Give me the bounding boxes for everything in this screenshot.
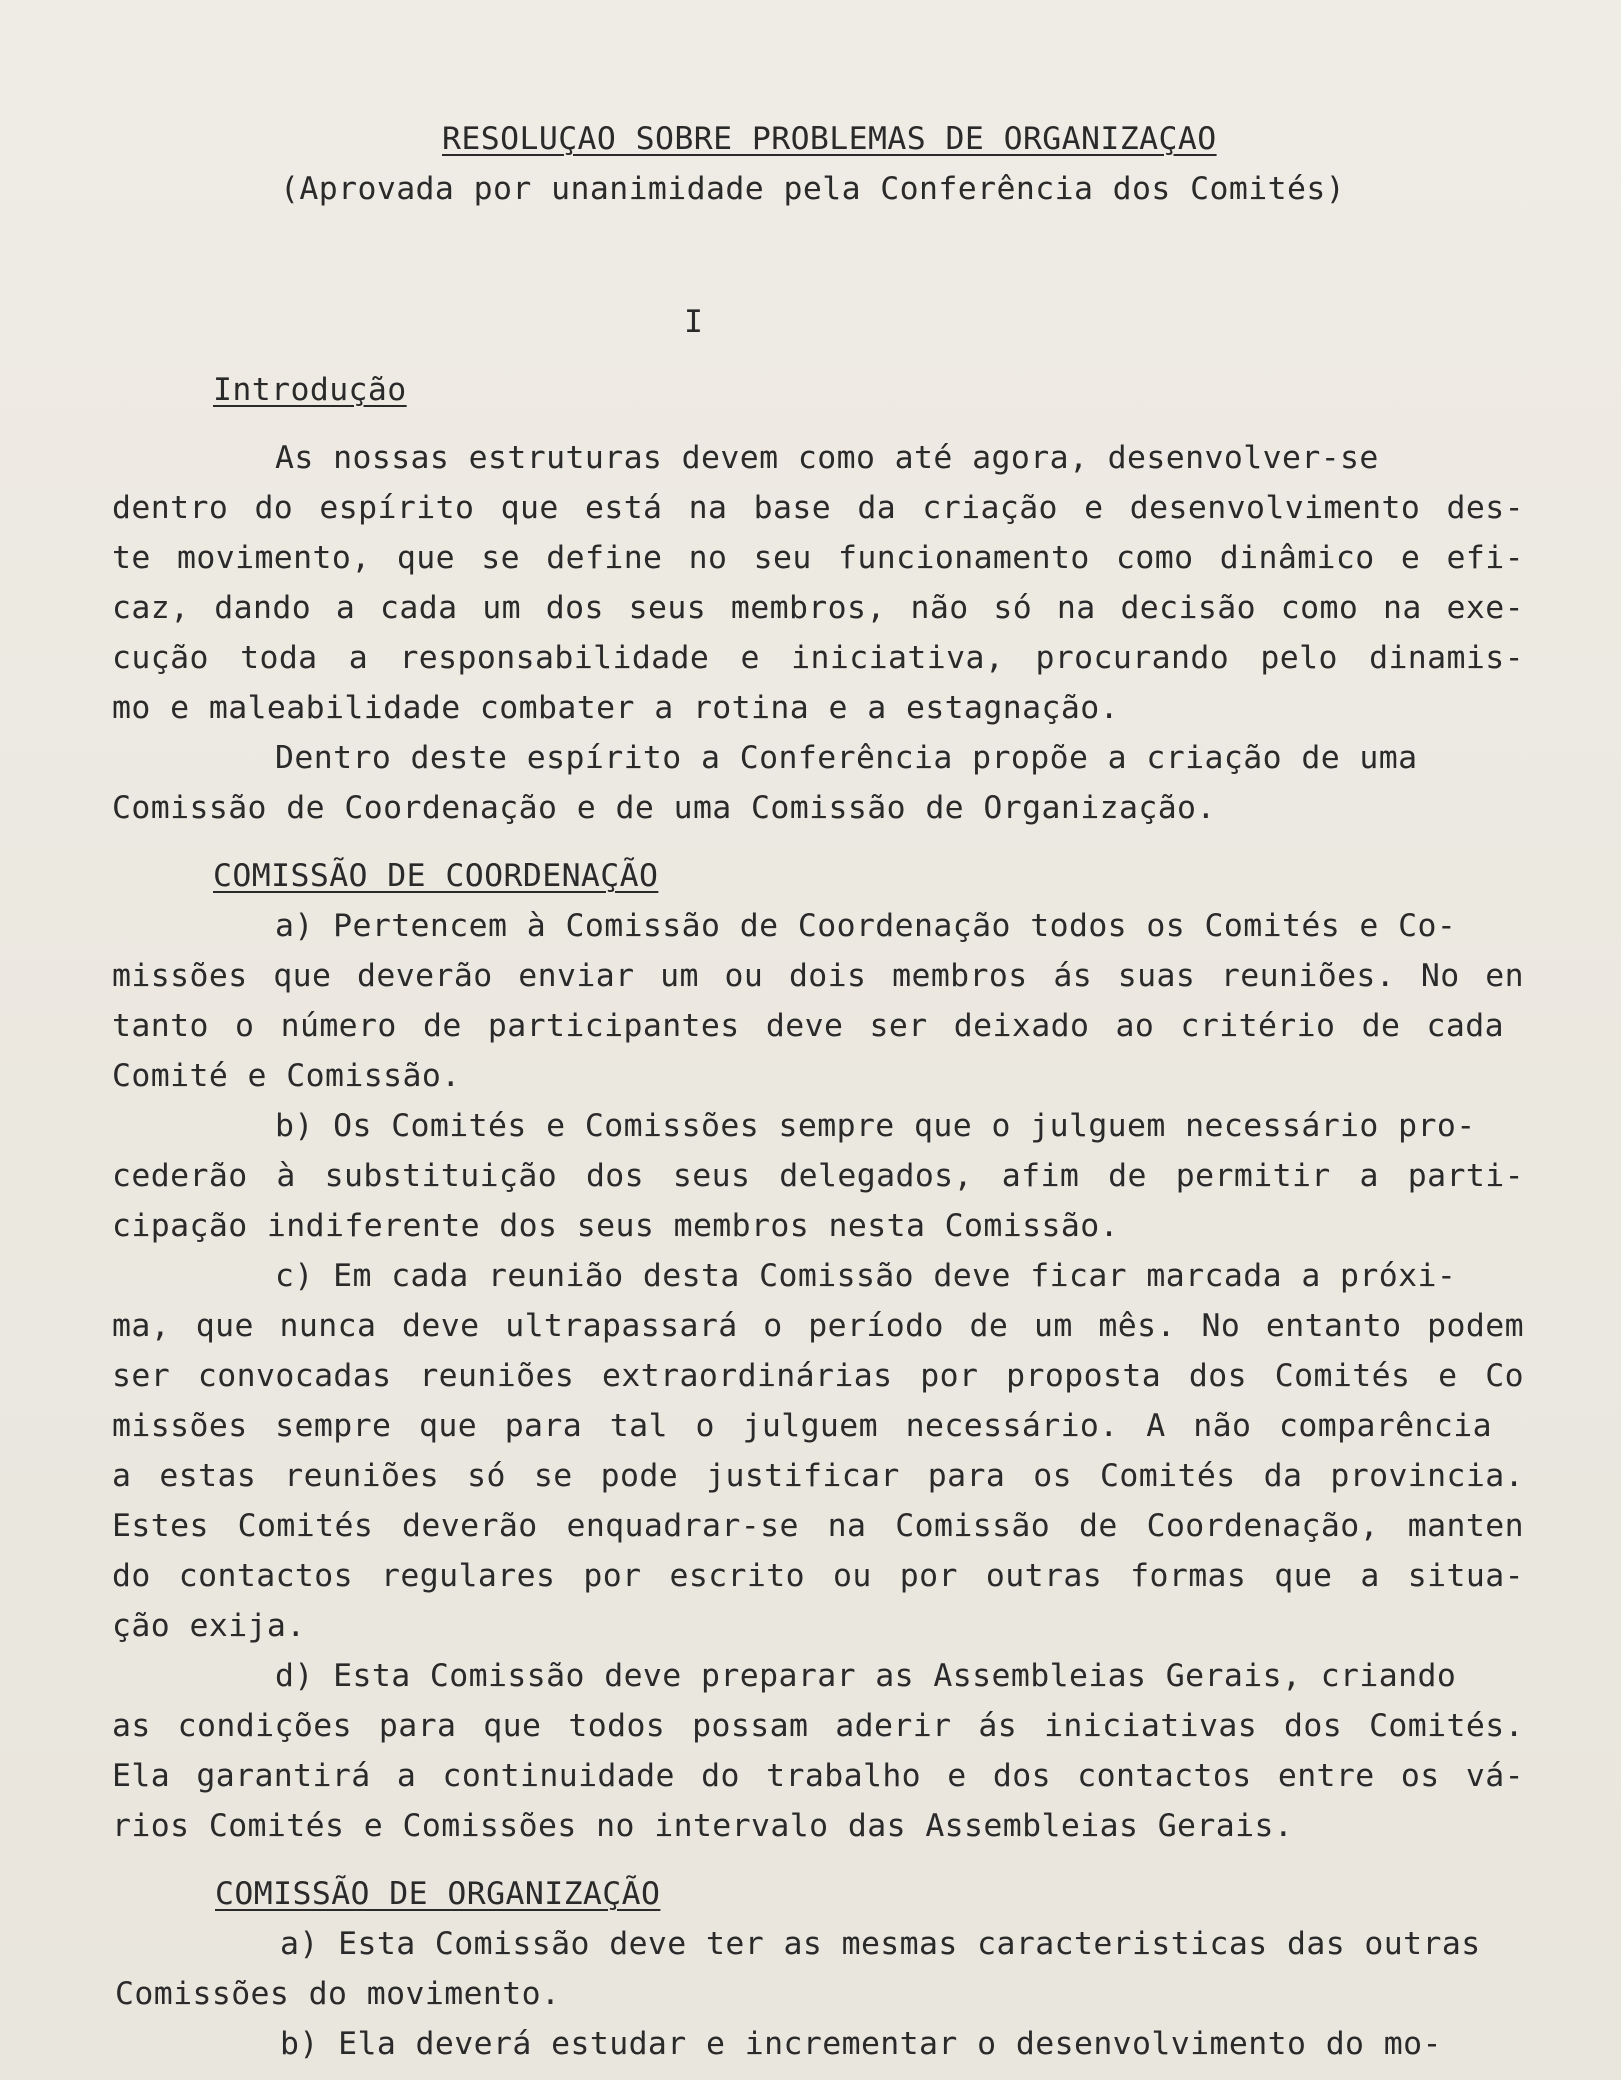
coordination-line: a) Pertencem à Comissão de Coordenação todos os Comités e Co- bbox=[275, 908, 1457, 944]
intro-line: cução toda a responsabilidade e iniciativa, procurando pelo dinamis- bbox=[112, 640, 1524, 676]
coordination-line: ção exija. bbox=[112, 1608, 306, 1644]
coordination-line: d) Esta Comissão deve preparar as Assembleias Gerais, criando bbox=[275, 1658, 1457, 1694]
organization-line: b) Ela deverá estudar e incrementar o desenvolvimento do mo- bbox=[280, 2026, 1442, 2062]
coordination-line: c) Em cada reunião desta Comissão deve ficar marcada a próxi- bbox=[275, 1258, 1457, 1294]
intro-line: dentro do espírito que está na base da criação e desenvolvimento des- bbox=[112, 490, 1524, 526]
coordination-line: missões que deverão enviar um ou dois membros ás suas reuniões. No en bbox=[112, 958, 1524, 994]
coordination-line: Ela garantirá a continuidade do trabalho e dos contactos entre os vá- bbox=[112, 1758, 1524, 1794]
intro-line: As nossas estruturas devem como até agora, desenvolver-se bbox=[275, 440, 1379, 476]
document-subtitle: (Aprovada por unanimidade pela Conferência dos Comités) bbox=[280, 171, 1346, 207]
intro-line: Dentro deste espírito a Conferência propõe a criação de uma bbox=[275, 740, 1418, 776]
coordination-heading: COMISSÃO DE COORDENAÇÃO bbox=[213, 858, 659, 894]
intro-line: te movimento, que se define no seu funcionamento como dinâmico e efi- bbox=[112, 540, 1524, 576]
intro-heading: Introdução bbox=[213, 372, 407, 408]
organization-line: a) Esta Comissão deve ter as mesmas caracteristicas das outras bbox=[280, 1926, 1481, 1962]
coordination-line: b) Os Comités e Comissões sempre que o julguem necessário pro- bbox=[275, 1108, 1476, 1144]
coordination-line: as condições para que todos possam aderir ás iniciativas dos Comités. bbox=[112, 1708, 1524, 1744]
document-title: RESOLUÇAO SOBRE PROBLEMAS DE ORGANIZAÇAO bbox=[442, 121, 1217, 157]
section-number: I bbox=[684, 304, 704, 340]
organization-heading: COMISSÃO DE ORGANIZAÇÃO bbox=[215, 1876, 661, 1912]
coordination-line: cederão à substituição dos seus delegados, afim de permitir a parti- bbox=[112, 1158, 1524, 1194]
organization-line: Comissões do movimento. bbox=[115, 1976, 561, 2012]
coordination-line: tanto o número de participantes deve ser deixado ao critério de cada bbox=[112, 1008, 1504, 1044]
coordination-line: rios Comités e Comissões no intervalo das Assembleias Gerais. bbox=[112, 1808, 1294, 1844]
coordination-line: ma, que nunca deve ultrapassará o período de um mês. No entanto podem bbox=[112, 1308, 1524, 1344]
intro-line: caz, dando a cada um dos seus membros, não só na decisão como na exe- bbox=[112, 590, 1524, 626]
intro-line: Comissão de Coordenação e de uma Comissão de Organização. bbox=[112, 790, 1216, 826]
intro-line: mo e maleabilidade combater a rotina e a estagnação. bbox=[112, 690, 1119, 726]
coordination-line: Estes Comités deverão enquadrar-se na Comissão de Coordenação, manten bbox=[112, 1508, 1524, 1544]
coordination-line: cipação indiferente dos seus membros nesta Comissão. bbox=[112, 1208, 1119, 1244]
coordination-line: do contactos regulares por escrito ou por outras formas que a situa- bbox=[112, 1558, 1524, 1594]
coordination-line: a estas reuniões só se pode justificar para os Comités da provincia. bbox=[112, 1458, 1524, 1494]
coordination-line: missões sempre que para tal o julguem necessário. A não comparência bbox=[112, 1408, 1492, 1444]
coordination-line: ser convocadas reuniões extraordinárias por proposta dos Comités e Co bbox=[112, 1358, 1524, 1394]
coordination-line: Comité e Comissão. bbox=[112, 1058, 461, 1094]
